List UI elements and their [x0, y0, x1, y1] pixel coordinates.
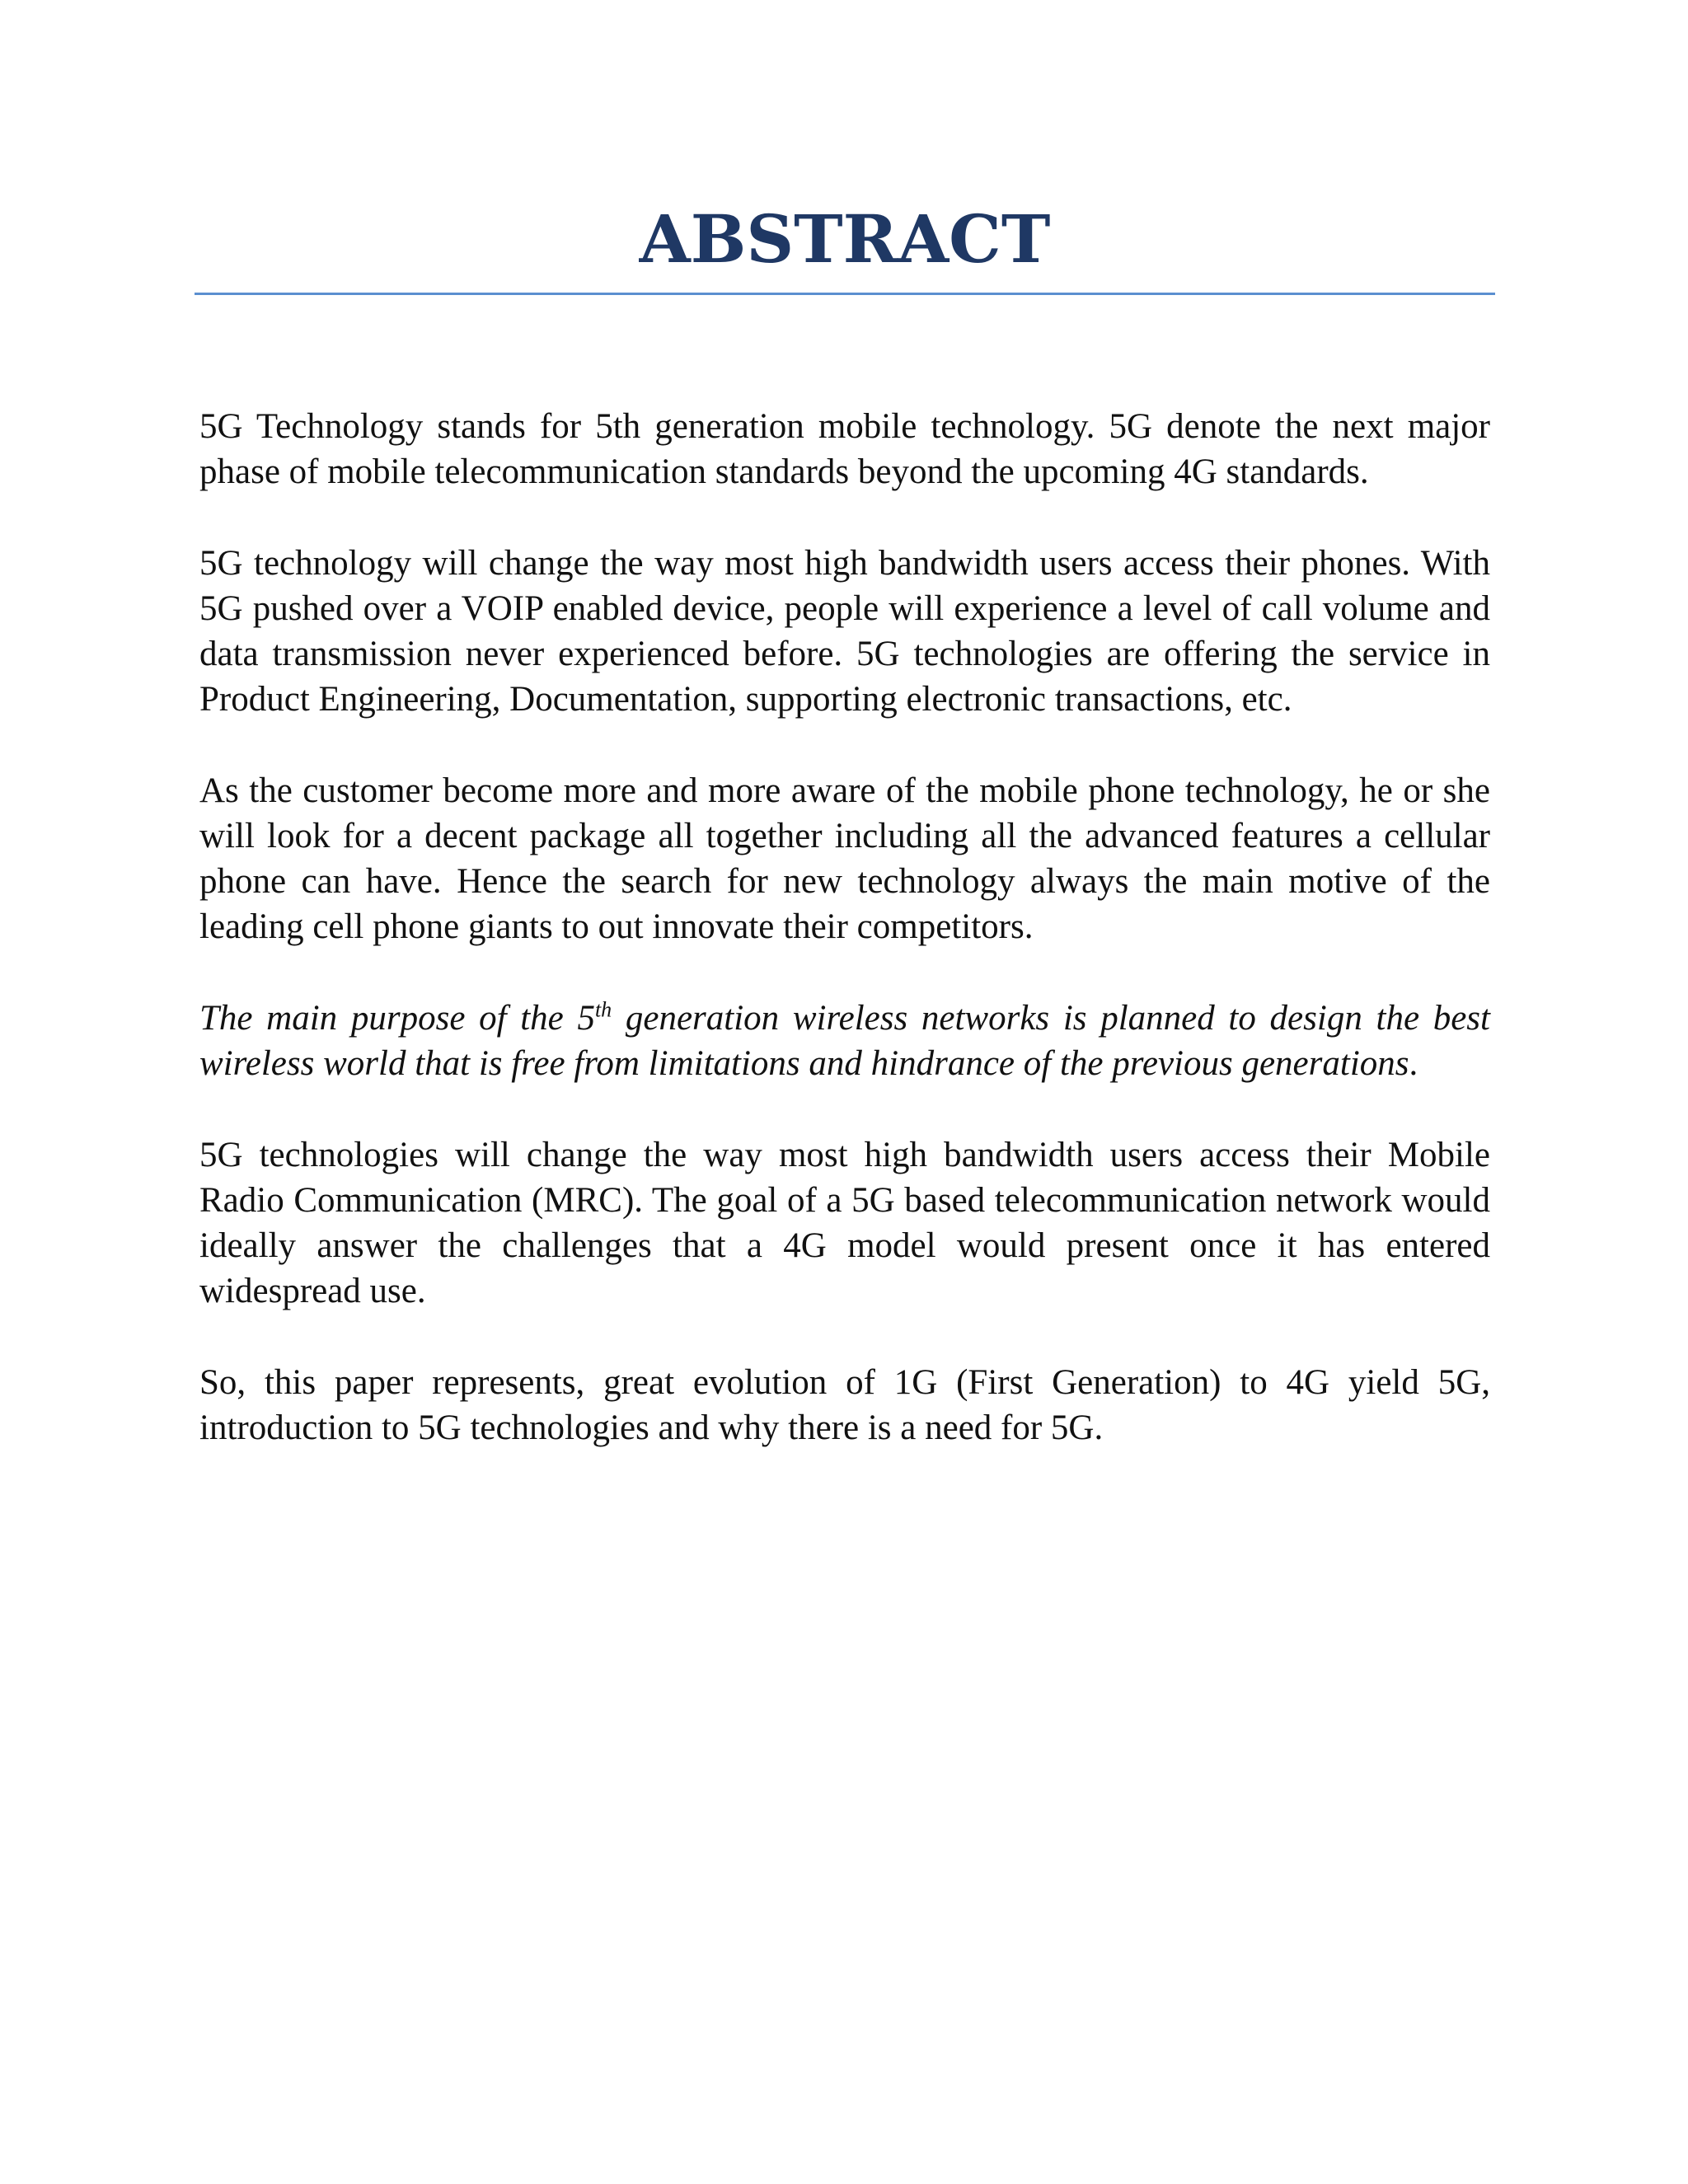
purpose-period: .	[1409, 1044, 1418, 1083]
page-title: ABSTRACT	[639, 200, 1051, 278]
paragraph-summary: So, this paper represents, great evolution of 1G (First Generation) to 4G yield 5G, introduction to 5G technologies and why there is a need for 5G.	[199, 1363, 1490, 1447]
title-underline-divider	[195, 293, 1495, 295]
paragraph-bandwidth: 5G technology will change the way most high bandwidth users access their phones. With 5G pushed over a VOIP enabled device, people will experience a level of call volume and data transmission never experienced before. 5G technologies are offering the service in Product Engineering, Documentation, supporting electronic transactions, etc.	[199, 544, 1490, 719]
paragraph-customer: As the customer become more and more aware of the mobile phone technology, he or she will look for a decent package all together including all the advanced features a cellular phone can have. Hence the search for new technology always the main motive of the leading cell phone giants to out innovate their competitors.	[199, 771, 1490, 946]
paragraph-purpose	[199, 996, 1490, 1086]
purpose-text-end: generation wireless networks is planned to design the best wireless world that is free from limitations and hindrance of the previous generations	[199, 999, 1490, 1083]
abstract-body	[199, 404, 1490, 1497]
purpose-text-start: The main purpose of the 5	[199, 999, 595, 1038]
ordinal-superscript: th	[594, 997, 612, 1022]
paragraph-mrc: 5G technologies will change the way most high bandwidth users access their Mobile Radio Communication (MRC). The goal of a 5G based telecommunication network would ideally answer the challenges that a 4G model would present once it has entered widespread use.	[199, 1136, 1490, 1310]
paragraph-definition: 5G Technology stands for 5th generation mobile technology. 5G denote the next major phase of mobile telecommunication standards beyond the upcoming 4G standards.	[199, 407, 1490, 491]
